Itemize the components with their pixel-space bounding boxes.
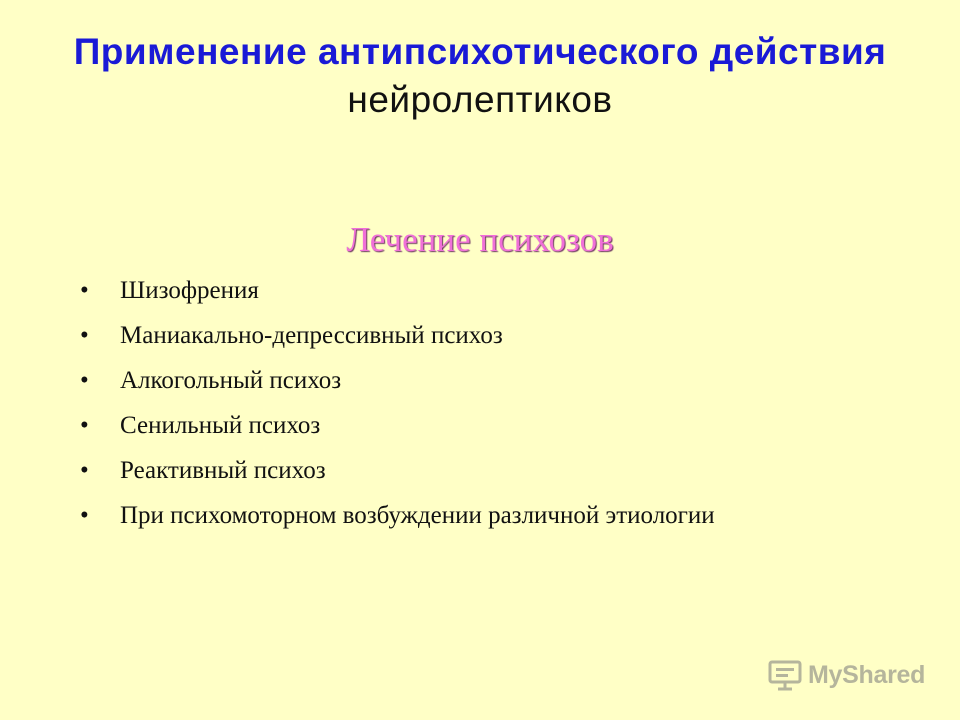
bullet-marker: • — [80, 367, 89, 394]
slide-title — [60, 28, 900, 124]
bullet-list — [80, 276, 820, 546]
bullet-marker: • — [80, 322, 89, 349]
list-item-text: Сенильный психоз — [120, 412, 321, 439]
title-main: Применение антипсихотического действия — [73, 31, 887, 72]
list-item-text: Маниакально-депрессивный психоз — [120, 322, 503, 349]
bullet-marker: • — [80, 277, 89, 304]
list-item — [80, 321, 820, 351]
bullet-marker: • — [80, 457, 89, 484]
list-item-text: При психомоторном возбуждении различной этиологии — [120, 502, 715, 529]
watermark-text: MyShared — [808, 660, 926, 689]
list-item — [80, 366, 820, 396]
section-heading: Лечение психозов — [346, 220, 614, 259]
title-subtitle: нейролептиков — [347, 79, 613, 120]
watermark — [768, 658, 925, 692]
list-item-text: Шизофрения — [120, 277, 259, 304]
list-item-text: Алкогольный психоз — [120, 367, 342, 394]
presentation-board-icon — [768, 659, 802, 691]
list-item — [80, 456, 820, 486]
list-item — [80, 276, 820, 306]
list-item — [80, 411, 820, 441]
bullet-marker: • — [80, 502, 89, 529]
bullet-marker: • — [80, 412, 89, 439]
list-item-text: Реактивный психоз — [120, 457, 326, 484]
list-item — [80, 501, 820, 531]
